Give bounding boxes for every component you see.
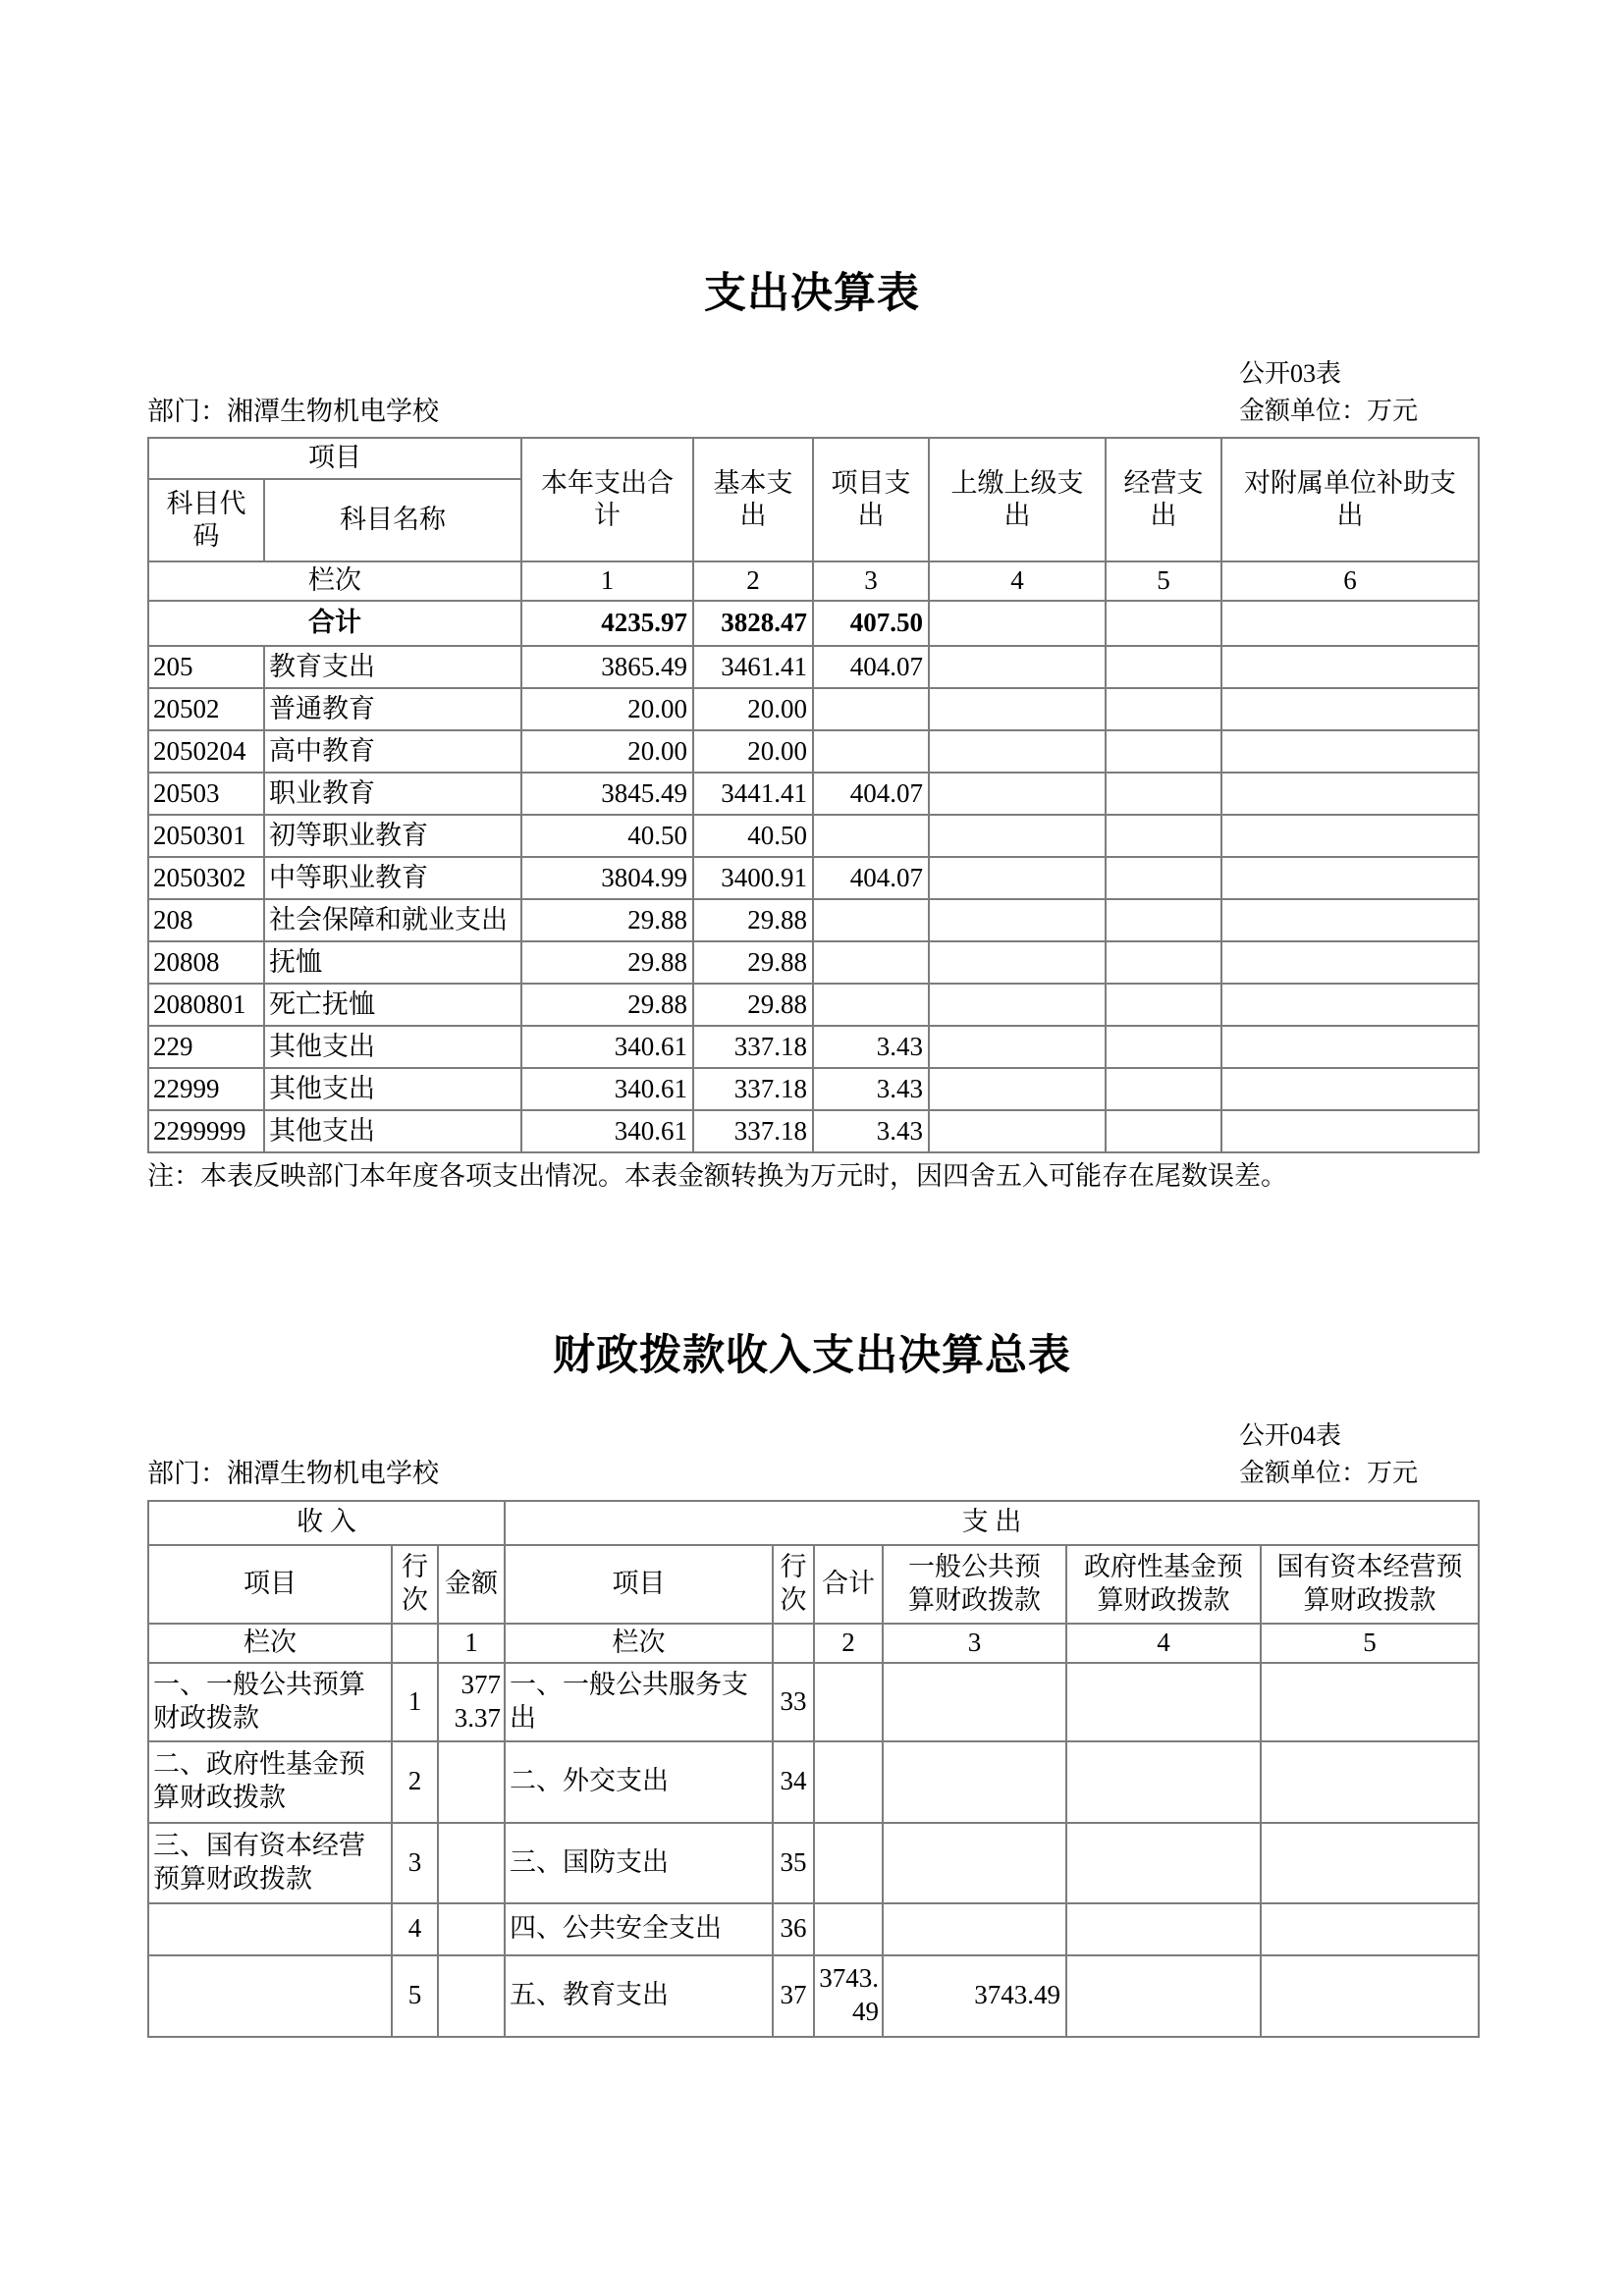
subject-name-cell: 初等职业教育 [264,815,521,857]
header-income-item: 项目 [148,1545,392,1624]
income-item-cell [148,1903,392,1955]
value-cell [929,646,1106,688]
subject-code-cell: 208 [148,899,264,941]
empty-cell [773,1624,814,1663]
income-item-cell [148,1955,392,2037]
subject-name-cell: 教育支出 [264,646,521,688]
gov-fund-cell [1066,1823,1261,1903]
value-cell [929,1068,1106,1110]
value-cell: 337.18 [693,1068,813,1110]
table-row [148,815,1479,857]
column-number: 2 [814,1624,883,1663]
income-item-cell: 三、国有资本经营预算财政拨款 [148,1823,392,1903]
gov-fund-cell [1066,1663,1261,1741]
expense-item-cell: 一、一般公共服务支出 [505,1663,773,1741]
value-cell: 3400.91 [693,857,813,899]
subject-name-cell: 其他支出 [264,1026,521,1068]
value-cell [1221,646,1479,688]
total-cell [814,1663,883,1741]
value-cell [1221,899,1479,941]
header-expense-item: 项目 [505,1545,773,1624]
column-number: 5 [1106,561,1221,601]
value-cell [813,815,929,857]
value-cell: 404.07 [813,773,929,815]
table1-department-label: 部门：湘潭生物机电学校 [147,396,439,426]
value-cell: 3461.41 [693,646,813,688]
header-expense-line: 行次 [773,1545,814,1624]
total-cell [814,1741,883,1823]
table1-unit-label: 金额单位：万元 [1238,396,1418,425]
total-value [1106,601,1221,646]
total-cell [814,1903,883,1955]
subject-code-cell: 2050301 [148,815,264,857]
value-cell [813,730,929,773]
value-cell [1106,1026,1221,1068]
column-number: 4 [929,561,1106,601]
line-no-cell: 33 [773,1663,814,1741]
value-cell [929,1110,1106,1152]
value-cell [1221,688,1479,730]
total-value: 3828.47 [693,601,813,646]
value-cell: 29.88 [521,984,693,1026]
value-cell: 3.43 [813,1068,929,1110]
expense-item-cell: 四、公共安全支出 [505,1903,773,1955]
column-header-project: 项目支出 [813,438,929,561]
value-cell [929,984,1106,1026]
table-row [148,984,1479,1026]
value-cell: 3441.41 [693,773,813,815]
value-cell: 337.18 [693,1110,813,1152]
value-cell: 404.07 [813,646,929,688]
subject-code-cell: 20808 [148,941,264,984]
value-cell [1221,1068,1479,1110]
value-cell [1221,815,1479,857]
column-header-subsidy: 对附属单位补助支出 [1221,438,1479,561]
value-cell [813,688,929,730]
line-no-cell: 36 [773,1903,814,1955]
value-cell: 3.43 [813,1026,929,1068]
expense-item-cell: 三、国防支出 [505,1823,773,1903]
column-number: 3 [813,561,929,601]
value-cell: 340.61 [521,1068,693,1110]
value-cell [1106,730,1221,773]
total-value [1221,601,1479,646]
column-header-total-year: 本年支出合计 [521,438,693,561]
table-row [148,773,1479,815]
table1-sheet-label: 公开03表 [1238,358,1341,388]
subject-name-cell: 高中教育 [264,730,521,773]
expense-item-cell: 二、外交支出 [505,1741,773,1823]
value-cell [1106,1110,1221,1152]
total-cell [814,1823,883,1903]
value-cell: 20.00 [521,688,693,730]
amount-cell [438,1955,505,2037]
table-row [148,646,1479,688]
lanci-label: 栏次 [148,1624,392,1663]
subject-name-cell: 其他支出 [264,1110,521,1152]
table1-head-meta [147,355,1477,429]
state-capital-cell [1261,1741,1479,1823]
line-no-cell: 37 [773,1955,814,2037]
column-number: 5 [1261,1624,1479,1663]
table2-unit-label: 金额单位：万元 [1238,1458,1418,1487]
amount-cell: 3773.37 [438,1663,505,1741]
total-value: 407.50 [813,601,929,646]
value-cell: 20.00 [521,730,693,773]
value-cell [1221,773,1479,815]
value-cell: 3.43 [813,1110,929,1152]
line-no-cell: 3 [392,1823,438,1903]
subject-code-cell: 20502 [148,688,264,730]
subject-code-cell: 2299999 [148,1110,264,1152]
line-no-cell: 2 [392,1741,438,1823]
value-cell [1106,1068,1221,1110]
table-row [148,1903,1479,1955]
subject-code-cell: 2050302 [148,857,264,899]
subject-code-cell: 205 [148,646,264,688]
line-no-cell: 35 [773,1823,814,1903]
total-row-label: 合计 [148,601,521,646]
header-general-budget: 一般公共预算财政拨款 [883,1545,1066,1624]
expense-band-label: 支 出 [505,1501,1479,1545]
value-cell [929,730,1106,773]
table-row [148,688,1479,730]
table-row [148,730,1479,773]
general-budget-cell: 3743.49 [883,1955,1066,2037]
table-row [148,1663,1479,1741]
value-cell [929,773,1106,815]
header-expense-total: 合计 [814,1545,883,1624]
value-cell [1221,857,1479,899]
subject-name-cell: 职业教育 [264,773,521,815]
income-band-label: 收 入 [148,1501,505,1545]
value-cell: 404.07 [813,857,929,899]
value-cell: 40.50 [521,815,693,857]
gov-fund-cell [1066,1741,1261,1823]
column-header-upward: 上缴上级支出 [929,438,1106,561]
value-cell [929,1026,1106,1068]
value-cell [1106,815,1221,857]
subject-name-cell: 普通教育 [264,688,521,730]
subject-code-cell: 22999 [148,1068,264,1110]
total-cell: 3743.49 [814,1955,883,2037]
value-cell [1221,984,1479,1026]
income-item-cell: 一、一般公共预算财政拨款 [148,1663,392,1741]
value-cell [929,815,1106,857]
gov-fund-cell [1066,1955,1261,2037]
header-subject-code: 科目代码 [148,479,264,561]
general-budget-cell [883,1903,1066,1955]
table2-meta-block [1239,1417,1418,1491]
line-no-cell: 1 [392,1663,438,1741]
value-cell [1221,941,1479,984]
header-item: 项目 [148,438,521,479]
table-row [148,1741,1479,1823]
lanci-label: 栏次 [148,561,521,601]
table2-title: 财政拨款收入支出决算总表 [553,1333,1071,1380]
general-budget-cell [883,1823,1066,1903]
value-cell [1106,646,1221,688]
table1-title: 支出决算表 [704,271,920,317]
value-cell: 29.88 [693,941,813,984]
column-number: 1 [438,1624,505,1663]
state-capital-cell [1261,1955,1479,2037]
value-cell [1221,1026,1479,1068]
value-cell [813,899,929,941]
table2-sheet-label: 公开04表 [1238,1421,1341,1451]
value-cell [1106,773,1221,815]
state-capital-cell [1261,1903,1479,1955]
value-cell [1221,1110,1479,1152]
value-cell [929,688,1106,730]
empty-cell [392,1624,438,1663]
table-row [148,1955,1479,2037]
line-no-cell: 34 [773,1741,814,1823]
value-cell: 29.88 [693,984,813,1026]
column-number: 3 [883,1624,1066,1663]
total-value [929,601,1106,646]
subject-name-cell: 其他支出 [264,1068,521,1110]
subject-code-cell: 2050204 [148,730,264,773]
general-budget-cell [883,1663,1066,1741]
value-cell: 20.00 [693,688,813,730]
subject-code-cell: 229 [148,1026,264,1068]
value-cell: 3804.99 [521,857,693,899]
value-cell [1106,984,1221,1026]
column-number: 1 [521,561,693,601]
value-cell: 29.88 [693,899,813,941]
line-no-cell: 5 [392,1955,438,2037]
table2-department-label: 部门：湘潭生物机电学校 [147,1459,439,1489]
subject-name-cell: 中等职业教育 [264,857,521,899]
value-cell: 29.88 [521,899,693,941]
amount-cell [438,1823,505,1903]
line-no-cell: 4 [392,1903,438,1955]
header-gov-fund: 政府性基金预算财政拨款 [1066,1545,1261,1624]
subject-name-cell: 抚恤 [264,941,521,984]
value-cell [1106,857,1221,899]
income-item-cell: 二、政府性基金预算财政拨款 [148,1741,392,1823]
value-cell: 3865.49 [521,646,693,688]
table-row [148,1823,1479,1903]
value-cell: 340.61 [521,1026,693,1068]
value-cell [1106,688,1221,730]
table-row [148,857,1479,899]
value-cell: 340.61 [521,1110,693,1152]
amount-cell [438,1741,505,1823]
subject-code-cell: 2080801 [148,984,264,1026]
subject-name-cell: 死亡抚恤 [264,984,521,1026]
total-value: 4235.97 [521,601,693,646]
value-cell [1106,941,1221,984]
lanci-label: 栏次 [505,1624,773,1663]
value-cell [929,941,1106,984]
table-row [148,1026,1479,1068]
value-cell [929,899,1106,941]
header-subject-name: 科目名称 [264,479,521,561]
column-header-basic: 基本支出 [693,438,813,561]
value-cell [1221,730,1479,773]
subject-name-cell: 社会保障和就业支出 [264,899,521,941]
table1-meta-block [1239,355,1418,429]
expense-item-cell: 五、教育支出 [505,1955,773,2037]
header-income-line: 行次 [392,1545,438,1624]
value-cell [813,941,929,984]
value-cell: 20.00 [693,730,813,773]
expenditure-table [147,437,1480,1153]
value-cell: 337.18 [693,1026,813,1068]
value-cell: 40.50 [693,815,813,857]
general-budget-cell [883,1741,1066,1823]
header-income-amount: 金额 [438,1545,505,1624]
value-cell [813,984,929,1026]
value-cell: 29.88 [521,941,693,984]
table2-head-meta [147,1417,1477,1491]
state-capital-cell [1261,1663,1479,1741]
table-row [148,941,1479,984]
value-cell [929,857,1106,899]
gov-fund-cell [1066,1903,1261,1955]
value-cell [1106,899,1221,941]
table-row [148,1110,1479,1152]
column-header-operating: 经营支出 [1106,438,1221,561]
header-state-capital: 国有资本经营预算财政拨款 [1261,1545,1479,1624]
table-row [148,1068,1479,1110]
column-number: 4 [1066,1624,1261,1663]
column-number: 6 [1221,561,1479,601]
subject-code-cell: 20503 [148,773,264,815]
state-capital-cell [1261,1823,1479,1903]
value-cell: 3845.49 [521,773,693,815]
fiscal-summary-table [147,1500,1480,2038]
table1-note: 注：本表反映部门本年度各项支出情况。本表金额转换为万元时，因四舍五入可能存在尾数误差。 [147,1161,1287,1192]
column-number: 2 [693,561,813,601]
amount-cell [438,1903,505,1955]
table-row [148,899,1479,941]
